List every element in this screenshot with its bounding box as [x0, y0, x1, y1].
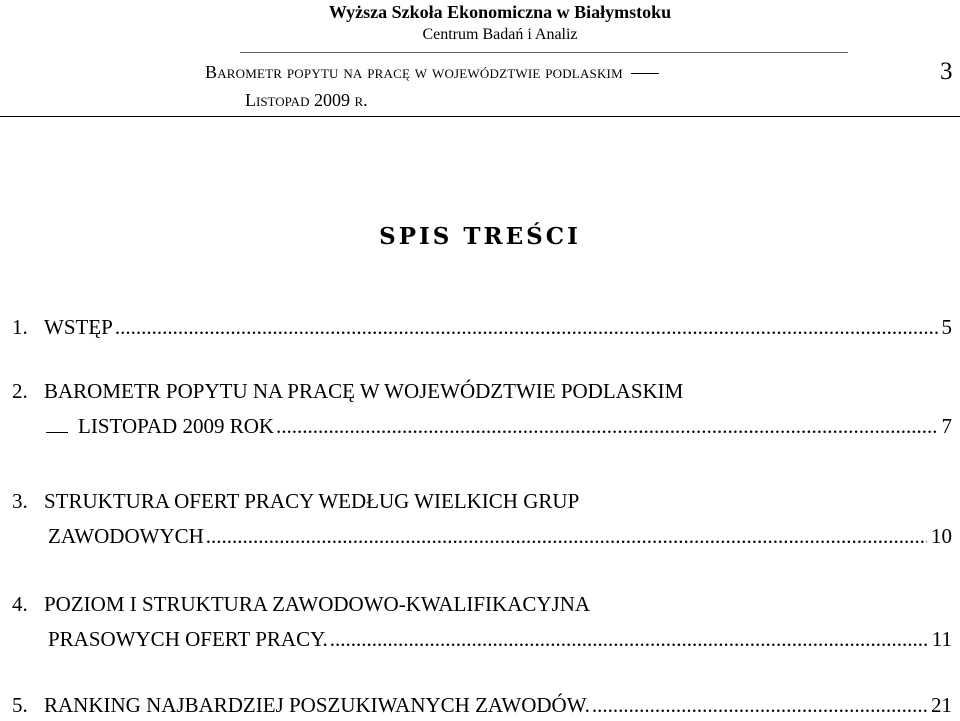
toc-entry-title-continued: ZAWODOWYCH [48, 524, 204, 548]
toc-entry-introduction[interactable] [12, 310, 952, 345]
page-number: 3 [940, 58, 953, 85]
report-date: Listopad 2009 r. [245, 90, 368, 110]
toc-entry-barometer[interactable] [12, 374, 952, 444]
toc-entry-number: 1. [12, 315, 28, 339]
toc-entry-number: 5. [12, 693, 28, 717]
report-title-text: Barometr popytu na pracę w województwie podlaskim [205, 62, 623, 82]
toc-leader-dots [206, 519, 927, 554]
toc-entry-number: 2. [12, 379, 28, 403]
toc-entry-qualification-level[interactable] [12, 587, 952, 657]
toc-entry-page: 7 [941, 414, 952, 438]
toc-leader-dots [115, 310, 938, 345]
research-center-name: Centrum Badań i Analiz [422, 26, 578, 43]
toc-entry-offer-structure[interactable] [12, 484, 952, 554]
toc-entry-title: BAROMETR POPYTU NA PRACĘ W WOJEWÓDZTWIE PODLASKIM [44, 379, 684, 403]
toc-entry-page: 21 [931, 693, 952, 717]
toc-entry-title-continued: LISTOPAD 2009 ROK [78, 414, 275, 438]
toc-entry-number: 3. [12, 489, 28, 513]
toc-entry-title-continued: PRASOWYCH OFERT PRACY. [48, 627, 328, 651]
title-dash [631, 73, 659, 74]
toc-entry-page: 5 [941, 315, 952, 339]
toc-entry-title: RANKING NAJBARDZIEJ POSZUKIWANYCH ZAWODÓW. [44, 693, 590, 717]
header-divider-top [240, 52, 848, 53]
toc-leader-dots [592, 688, 927, 721]
toc-entry-title: WSTĘP [44, 315, 113, 339]
toc-entry-page: 10 [931, 524, 952, 548]
toc-leader-dots [276, 409, 937, 444]
toc-entry-title: POZIOM I STRUKTURA ZAWODOWO-KWALIFIKACYJNA [44, 592, 591, 616]
report-title [205, 62, 659, 83]
toc-subtitle-dash [46, 432, 68, 433]
toc-entry-title: STRUKTURA OFERT PRACY WEDŁUG WIELKICH GRUP [44, 489, 580, 513]
toc-leader-dots [330, 622, 928, 657]
toc-entry-page: 11 [931, 627, 952, 651]
toc-entry-number: 4. [12, 592, 28, 616]
toc-entry-ranking[interactable] [12, 688, 952, 721]
toc-heading: SPIS TREŚCI [379, 223, 581, 250]
header-divider [0, 116, 960, 117]
institution-name: Wyższa Szkoła Ekonomiczna w Białymstoku [328, 2, 672, 22]
